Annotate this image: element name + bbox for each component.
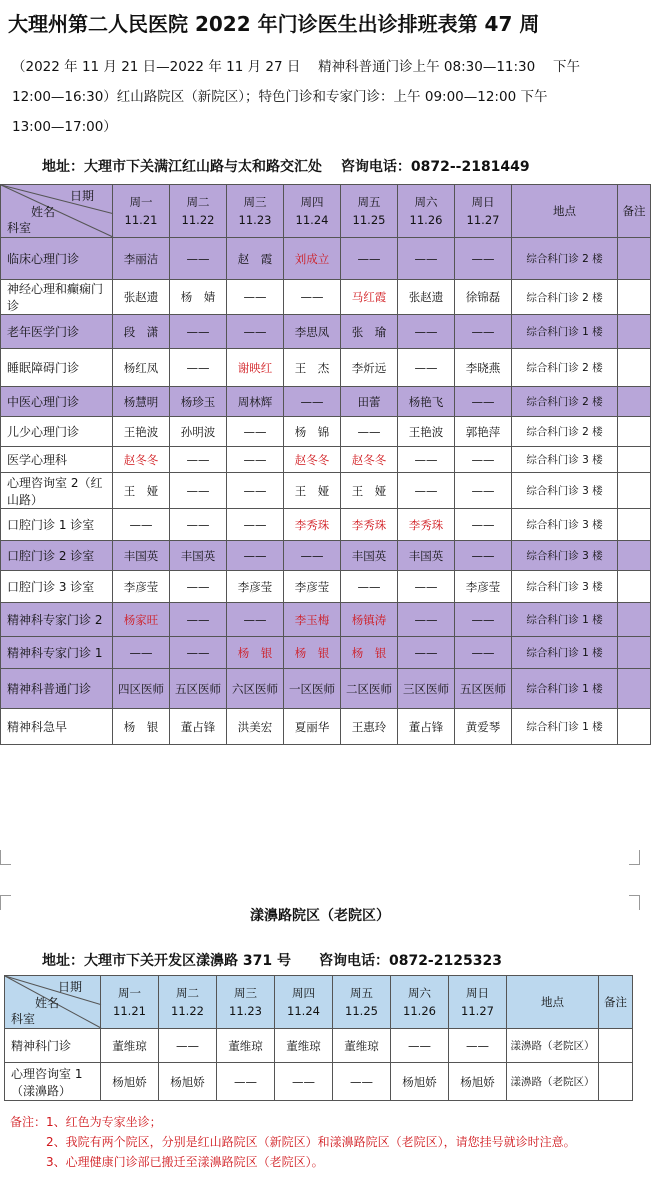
doctor-cell: —— (113, 509, 170, 541)
doctor-cell: —— (113, 637, 170, 669)
doctor-cell: 丰国英 (398, 541, 455, 571)
doctor-cell: —— (227, 603, 284, 637)
doctor-cell: 赵冬冬 (113, 447, 170, 473)
doctor-cell: 谢映红 (227, 349, 284, 387)
doctor-cell: —— (455, 473, 512, 509)
location-cell: 综合科门诊 2 楼 (512, 349, 618, 387)
doctor-cell: —— (170, 315, 227, 349)
doctor-cell: —— (398, 603, 455, 637)
subtitle-line: （2022 年 11 月 21 日—2022 年 11 月 27 日 精神科普通门诊上午 08:30—11:30 下午 (12, 59, 581, 75)
doctor-cell: —— (341, 417, 398, 447)
day-header-cell (341, 185, 398, 238)
department-cell: 儿少心理门诊 (1, 417, 113, 447)
doctor-cell: 李彦莹 (227, 571, 284, 603)
department-cell: 神经心理和癫痫门诊 (1, 280, 113, 315)
day-header-cell (170, 185, 227, 238)
table-row (1, 541, 651, 571)
remark-cell (618, 315, 651, 349)
department-cell: 精神科专家门诊 2 (1, 603, 113, 637)
location-cell: 综合科门诊 1 楼 (512, 637, 618, 669)
doctor-cell: 李秀珠 (398, 509, 455, 541)
weekday-label: 周二 (186, 195, 210, 209)
doctor-cell: 李晓燕 (455, 349, 512, 387)
doctor-cell: 一区医师 (284, 669, 341, 709)
date-label: 11.25 (345, 1004, 378, 1018)
remark-header-cell: 备注 (618, 185, 651, 238)
doctor-cell: —— (227, 280, 284, 315)
doctor-cell: —— (333, 1063, 391, 1101)
doctor-cell: 二区医师 (341, 669, 398, 709)
doctor-cell: 杨慧明 (113, 387, 170, 417)
notes (10, 1112, 576, 1172)
doctor-cell: —— (159, 1029, 217, 1063)
doctor-cell: —— (398, 571, 455, 603)
doctor-cell: 三区医师 (398, 669, 455, 709)
doctor-cell: —— (284, 280, 341, 315)
doctor-cell: 五区医师 (455, 669, 512, 709)
date-label: 11.24 (295, 213, 329, 227)
header-date-label: 日期 (57, 980, 82, 994)
doctor-cell: 李玉梅 (284, 603, 341, 637)
doctor-cell: 丰国英 (113, 541, 170, 571)
table-row (5, 1029, 633, 1063)
table-row (1, 238, 651, 280)
doctor-cell: 杨珍玉 (170, 387, 227, 417)
location-cell: 漾濞路（老院区） (507, 1029, 599, 1063)
doctor-cell: 杨旭娇 (449, 1063, 507, 1101)
doctor-cell: 李丽洁 (113, 238, 170, 280)
weekday-label: 周四 (300, 195, 324, 209)
doctor-cell: 杨家旺 (113, 603, 170, 637)
weekday-label: 周五 (350, 986, 373, 1000)
page-corner-mark (629, 895, 640, 910)
day-header-cell (275, 976, 333, 1029)
doctor-cell: 杨 婧 (170, 280, 227, 315)
doctor-cell: 杨 银 (341, 637, 398, 669)
note-line: 备注：1、红色为专家坐诊； (10, 1115, 162, 1129)
weekday-label: 周一 (118, 986, 141, 1000)
weekday-label: 周二 (176, 986, 199, 1000)
header-date-label: 日期 (69, 189, 94, 203)
subtitle-line: 13:00—17:00） (12, 119, 117, 135)
day-header-cell (217, 976, 275, 1029)
doctor-cell: 李思凤 (284, 315, 341, 349)
doctor-cell: 杨旭娇 (101, 1063, 159, 1101)
doctor-cell: —— (170, 637, 227, 669)
doctor-cell: —— (449, 1029, 507, 1063)
doctor-cell: —— (227, 541, 284, 571)
date-label: 11.23 (229, 1004, 262, 1018)
doctor-cell: 王 娅 (113, 473, 170, 509)
doctor-cell: 李炘远 (341, 349, 398, 387)
day-header-cell (455, 185, 512, 238)
weekday-label: 周五 (357, 195, 381, 209)
doctor-cell: 董维琼 (217, 1029, 275, 1063)
department-cell: 睡眠障碍门诊 (1, 349, 113, 387)
doctor-cell: —— (227, 315, 284, 349)
address-old-campus: 地址：大理市下关开发区漾濞路 371 号 咨询电话：0872-2125323 (42, 953, 502, 969)
doctor-cell: —— (284, 541, 341, 571)
doctor-cell: 赵冬冬 (284, 447, 341, 473)
date-label: 11.27 (461, 1004, 494, 1018)
date-label: 11.27 (466, 213, 500, 227)
location-cell: 综合科门诊 3 楼 (512, 509, 618, 541)
doctor-cell: —— (170, 447, 227, 473)
doctor-cell: —— (227, 447, 284, 473)
doctor-cell: 孙明波 (170, 417, 227, 447)
location-cell: 综合科门诊 1 楼 (512, 315, 618, 349)
doctor-cell: —— (455, 509, 512, 541)
date-label: 11.22 (181, 213, 215, 227)
location-cell: 综合科门诊 3 楼 (512, 447, 618, 473)
department-cell: 口腔门诊 3 诊室 (1, 571, 113, 603)
doctor-cell: 杨旭娇 (159, 1063, 217, 1101)
location-header-cell: 地点 (512, 185, 618, 238)
doctor-cell: 六区医师 (227, 669, 284, 709)
table-row (1, 280, 651, 315)
doctor-cell: 王 娅 (284, 473, 341, 509)
doctor-cell: —— (227, 473, 284, 509)
location-cell: 综合科门诊 2 楼 (512, 280, 618, 315)
doctor-cell: —— (341, 571, 398, 603)
doctor-cell: 周林辉 (227, 387, 284, 417)
location-cell: 综合科门诊 2 楼 (512, 387, 618, 417)
weekday-label: 周四 (292, 986, 315, 1000)
doctor-cell: 王艳波 (113, 417, 170, 447)
doctor-cell: 杨 银 (227, 637, 284, 669)
doctor-cell: 李彦莹 (113, 571, 170, 603)
day-header-cell (284, 185, 341, 238)
department-cell: 中医心理门诊 (1, 387, 113, 417)
page-corner-mark (0, 895, 11, 910)
weekday-label: 周六 (408, 986, 431, 1000)
remark-cell (618, 603, 651, 637)
remark-cell (599, 1029, 633, 1063)
weekday-label: 周三 (234, 986, 257, 1000)
doctor-cell: 徐锦磊 (455, 280, 512, 315)
table-row (1, 349, 651, 387)
doctor-cell: 杨艳飞 (398, 387, 455, 417)
note-line: 2、我院有两个院区，分别是红山路院区（新院区）和漾濞路院区（老院区），请您挂号就诊时注意。 (10, 1135, 576, 1149)
doctor-cell: 王 杰 (284, 349, 341, 387)
section-title-old-campus: 漾濞路院区（老院区） (250, 908, 390, 924)
department-cell: 临床心理门诊 (1, 238, 113, 280)
doctor-cell: 丰国英 (341, 541, 398, 571)
doctor-cell: 王 娅 (341, 473, 398, 509)
schedule-subtitle (12, 52, 632, 142)
doctor-cell: 张 瑜 (341, 315, 398, 349)
remark-cell (618, 637, 651, 669)
doctor-cell: —— (227, 417, 284, 447)
remark-cell (618, 509, 651, 541)
doctor-cell: 马红霞 (341, 280, 398, 315)
table-row (1, 669, 651, 709)
doctor-cell: —— (275, 1063, 333, 1101)
note-line: 3、心理健康门诊部已搬迁至漾濞路院区（老院区）。 (10, 1155, 324, 1169)
doctor-cell: —— (170, 349, 227, 387)
location-cell: 综合科门诊 1 楼 (512, 603, 618, 637)
header-dept-label: 科室 (11, 1012, 36, 1026)
doctor-cell: 黄爱琴 (455, 709, 512, 745)
doctor-cell: 杨 银 (113, 709, 170, 745)
doctor-cell: 李秀珠 (284, 509, 341, 541)
location-cell: 综合科门诊 2 楼 (512, 238, 618, 280)
doctor-cell: —— (398, 238, 455, 280)
doctor-cell: 杨旭娇 (391, 1063, 449, 1101)
remark-cell (618, 709, 651, 745)
department-cell: 精神科急早 (1, 709, 113, 745)
remark-cell (618, 541, 651, 571)
doctor-cell: 张赵遗 (398, 280, 455, 315)
remark-cell (618, 349, 651, 387)
doctor-cell: —— (284, 387, 341, 417)
department-cell: 心理咨询室 1（漾濞路） (5, 1063, 101, 1101)
doctor-cell: 王艳波 (398, 417, 455, 447)
day-header-cell (159, 976, 217, 1029)
schedule-table-old-campus (4, 975, 633, 1101)
doctor-cell: 杨 银 (284, 637, 341, 669)
doctor-cell: —— (391, 1029, 449, 1063)
weekday-label: 周三 (243, 195, 267, 209)
date-label: 11.26 (409, 213, 443, 227)
doctor-cell: —— (398, 447, 455, 473)
page-corner-mark (0, 850, 11, 865)
department-cell: 精神科门诊 (5, 1029, 101, 1063)
day-header-cell (227, 185, 284, 238)
doctor-cell: —— (398, 349, 455, 387)
doctor-cell: —— (170, 473, 227, 509)
doctor-cell: —— (455, 387, 512, 417)
date-label: 11.21 (113, 1004, 146, 1018)
doctor-cell: 董维琼 (101, 1029, 159, 1063)
table-row (1, 315, 651, 349)
remark-cell (618, 473, 651, 509)
table-row (1, 509, 651, 541)
table-row (5, 1063, 633, 1101)
subtitle-line: 12:00—16:30）红山路院区（新院区）；特色门诊和专家门诊：上午 09:00—12:00 下午 (12, 89, 548, 105)
date-label: 11.22 (171, 1004, 204, 1018)
remark-cell (618, 447, 651, 473)
header-row (1, 185, 651, 238)
doctor-cell: 董占锋 (398, 709, 455, 745)
doctor-cell: —— (170, 571, 227, 603)
doctor-cell: —— (398, 637, 455, 669)
remark-header-cell: 备注 (599, 976, 633, 1029)
doctor-cell: 杨 锦 (284, 417, 341, 447)
doctor-cell: 洪美宏 (227, 709, 284, 745)
day-header-cell (391, 976, 449, 1029)
remark-cell (618, 417, 651, 447)
department-cell: 口腔门诊 2 诊室 (1, 541, 113, 571)
doctor-cell: —— (170, 238, 227, 280)
table-row (1, 387, 651, 417)
table-row (1, 571, 651, 603)
doctor-cell: 李秀珠 (341, 509, 398, 541)
date-label: 11.25 (352, 213, 386, 227)
day-header-cell (398, 185, 455, 238)
doctor-cell: —— (227, 509, 284, 541)
remark-cell (618, 387, 651, 417)
department-cell: 老年医学门诊 (1, 315, 113, 349)
doctor-cell: —— (455, 315, 512, 349)
doctor-cell: —— (455, 238, 512, 280)
location-cell: 综合科门诊 3 楼 (512, 571, 618, 603)
doctor-cell: 董维琼 (333, 1029, 391, 1063)
date-label: 11.23 (238, 213, 272, 227)
doctor-cell: 杨红凤 (113, 349, 170, 387)
doctor-cell: 夏丽华 (284, 709, 341, 745)
date-label: 11.26 (403, 1004, 436, 1018)
doctor-cell: 田蕾 (341, 387, 398, 417)
date-label: 11.24 (287, 1004, 320, 1018)
doctor-cell: —— (455, 637, 512, 669)
weekday-label: 周日 (466, 986, 489, 1000)
doctor-cell: 张赵遗 (113, 280, 170, 315)
table-row (1, 603, 651, 637)
doctor-cell: —— (341, 238, 398, 280)
doctor-cell: —— (455, 603, 512, 637)
doctor-cell: —— (398, 315, 455, 349)
doctor-cell: 五区医师 (170, 669, 227, 709)
doctor-cell: 董维琼 (275, 1029, 333, 1063)
table-row (1, 473, 651, 509)
schedule-table-new-campus (0, 184, 651, 745)
department-cell: 精神科普通门诊 (1, 669, 113, 709)
weekday-label: 周日 (471, 195, 495, 209)
department-cell: 口腔门诊 1 诊室 (1, 509, 113, 541)
doctor-cell: 段 潇 (113, 315, 170, 349)
page-corner-mark (629, 850, 640, 865)
doctor-cell: 王惠玲 (341, 709, 398, 745)
table-row (1, 417, 651, 447)
doctor-cell: —— (217, 1063, 275, 1101)
doctor-cell: 李彦莹 (455, 571, 512, 603)
doctor-cell: 四区医师 (113, 669, 170, 709)
location-cell: 综合科门诊 2 楼 (512, 417, 618, 447)
department-cell: 医学心理科 (1, 447, 113, 473)
header-dept-label: 科室 (7, 221, 32, 235)
header-name-label: 姓名 (31, 205, 56, 219)
remark-cell (618, 238, 651, 280)
remark-cell (618, 669, 651, 709)
doctor-cell: 杨镇涛 (341, 603, 398, 637)
doctor-cell: 丰国英 (170, 541, 227, 571)
doctor-cell: —— (455, 541, 512, 571)
department-cell: 心理咨询室 2（红山路） (1, 473, 113, 509)
header-name-label: 姓名 (35, 996, 60, 1010)
address-new-campus: 地址：大理市下关满江红山路与太和路交汇处 咨询电话：0872--2181449 (42, 159, 530, 175)
doctor-cell: 李彦莹 (284, 571, 341, 603)
doctor-cell: —— (455, 447, 512, 473)
date-label: 11.21 (124, 213, 158, 227)
remark-cell (599, 1063, 633, 1101)
day-header-cell (449, 976, 507, 1029)
weekday-label: 周六 (414, 195, 438, 209)
table-row (1, 447, 651, 473)
page-title: 大理州第二人民医院 2022 年门诊医生出诊排班表第 47 周 (8, 12, 540, 36)
weekday-label: 周一 (129, 195, 153, 209)
table-row (1, 709, 651, 745)
remark-cell (618, 571, 651, 603)
diagonal-header-cell (1, 185, 113, 238)
doctor-cell: 董占锋 (170, 709, 227, 745)
header-row (5, 976, 633, 1029)
day-header-cell (113, 185, 170, 238)
day-header-cell (101, 976, 159, 1029)
location-cell: 综合科门诊 1 楼 (512, 669, 618, 709)
doctor-cell: 赵冬冬 (341, 447, 398, 473)
department-cell: 精神科专家门诊 1 (1, 637, 113, 669)
remark-cell (618, 280, 651, 315)
doctor-cell: —— (170, 603, 227, 637)
location-cell: 综合科门诊 3 楼 (512, 473, 618, 509)
doctor-cell: —— (398, 473, 455, 509)
doctor-cell: 郭艳萍 (455, 417, 512, 447)
doctor-cell: 赵 霞 (227, 238, 284, 280)
location-cell: 漾濞路（老院区） (507, 1063, 599, 1101)
doctor-cell: 刘成立 (284, 238, 341, 280)
location-cell: 综合科门诊 1 楼 (512, 709, 618, 745)
location-cell: 综合科门诊 3 楼 (512, 541, 618, 571)
table-row (1, 637, 651, 669)
day-header-cell (333, 976, 391, 1029)
doctor-cell: —— (170, 509, 227, 541)
diagonal-header-cell (5, 976, 101, 1029)
location-header-cell: 地点 (507, 976, 599, 1029)
